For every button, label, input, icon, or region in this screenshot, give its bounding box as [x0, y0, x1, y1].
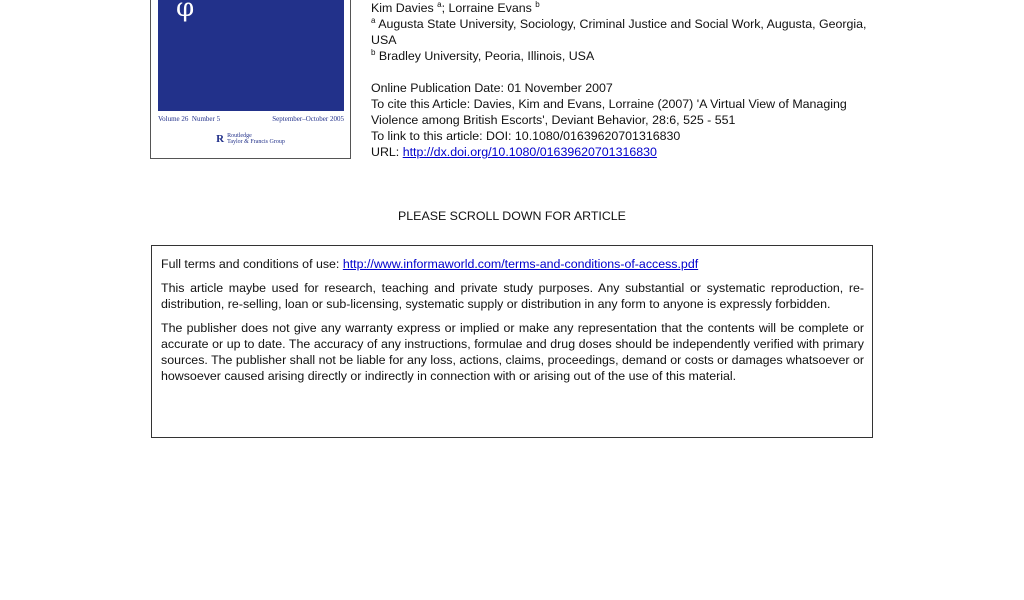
- author-name: Kim Davies: [371, 1, 434, 15]
- author-separator: ;: [441, 1, 449, 15]
- cover-artwork: [158, 0, 344, 111]
- cover-number: Number 5: [191, 115, 221, 123]
- affiliation-text: Augusta State University, Sociology, Criminal Justice and Social Work, Augusta, Georgia, USA: [371, 17, 867, 47]
- affiliation-b: [371, 48, 891, 64]
- author-name: Lorraine Evans: [448, 1, 532, 15]
- cover-volume: Volume 26: [158, 115, 189, 123]
- terms-usage-paragraph: This article maybe used for research, teaching and private study purposes. Any substantial or systematic reproduction, re-distribution, re-selling, loan or sub-licensing, systematic supply or distribution in any form to anyone is expressly forbidden.: [161, 281, 864, 311]
- publisher-mark: R: [216, 133, 225, 146]
- doi-link[interactable]: http://dx.doi.org/10.1080/01639620701316830: [402, 145, 657, 159]
- online-date: Online Publication Date: 01 November 2007: [371, 81, 613, 95]
- citation: To cite this Article: Davies, Kim and Evans, Lorraine (2007) 'A Virtual View of Managing Violence among British Escorts', Deviant Behavior, 28:6, 525 - 551: [371, 97, 847, 127]
- publisher-logo: [151, 133, 350, 146]
- author-affil-marker: b: [535, 0, 540, 9]
- terms-link[interactable]: http://www.informaworld.com/terms-and-conditions-of-access.pdf: [342, 257, 699, 271]
- terms-intro: [161, 256, 864, 272]
- authors-line: [371, 0, 891, 16]
- terms-box: [151, 245, 873, 438]
- terms-disclaimer-paragraph: The publisher does not give any warranty express or implied or make any representation that the contents will be complete or accurate or up to date. The accuracy of any instructions, formulae and drug doses should be independently verified with primary sources. The publisher shall not be liable for any loss, actions, claims, proceedings, demand or costs or damages whatsoever or howsoever caused arising directly or indirectly in connection with or arising out of the use of this material.: [161, 321, 864, 383]
- affiliation-a: [371, 16, 891, 48]
- author-affil-marker: a: [437, 0, 442, 9]
- publisher-tagline: Taylor & Francis Group: [227, 139, 285, 146]
- scroll-notice: PLEASE SCROLL DOWN FOR ARTICLE: [398, 209, 626, 223]
- cover-issue-info: [158, 115, 344, 123]
- publisher-name: Routledge: [227, 133, 252, 139]
- article-metadata: [371, 0, 891, 160]
- url-label: URL:: [371, 145, 403, 159]
- cover-period: September–October 2005: [272, 115, 344, 123]
- cover-volume-number: [158, 115, 220, 123]
- cover-logo-glyph: φ: [176, 0, 195, 23]
- terms-label: Full terms and conditions of use:: [161, 257, 343, 271]
- affil-marker: a: [371, 16, 376, 25]
- affiliation-text: Bradley University, Peoria, Illinois, USA: [378, 49, 595, 63]
- doi-line: To link to this article: DOI: 10.1080/01639620701316830: [371, 129, 681, 143]
- affil-marker: b: [371, 48, 376, 57]
- publisher-text: [227, 133, 285, 146]
- url-line: [371, 144, 891, 160]
- journal-cover: [150, 0, 351, 159]
